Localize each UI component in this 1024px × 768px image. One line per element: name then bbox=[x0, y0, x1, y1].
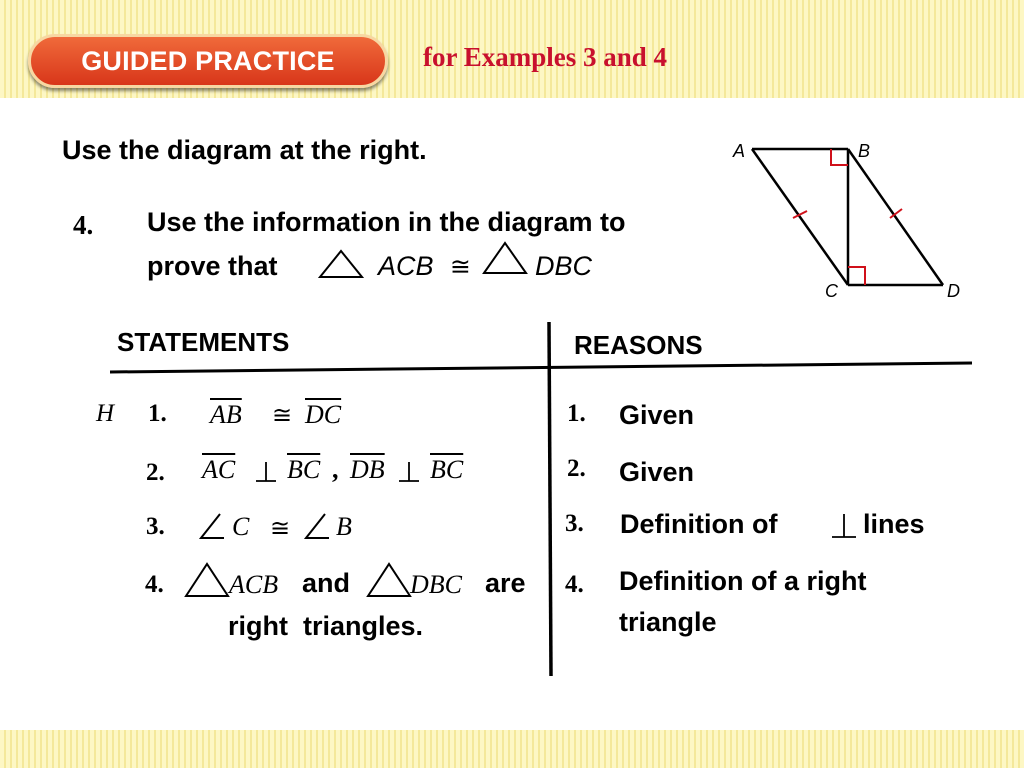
hypothesis-marker: H bbox=[96, 400, 115, 427]
intro-text: Use the diagram at the right. bbox=[62, 135, 427, 165]
angle-c-label: C bbox=[232, 512, 250, 541]
problem-tri1: ACB bbox=[378, 251, 434, 281]
problem-number: 4. bbox=[73, 210, 94, 240]
congruent-symbol: ≅ bbox=[272, 401, 293, 429]
segment-ac: $\overline{AC}$ bbox=[202, 455, 236, 484]
reason-1-text: Given bbox=[619, 400, 695, 430]
segment-bc: $\overline{BC}$ bbox=[287, 455, 321, 484]
angle-b-label: B bbox=[336, 512, 352, 541]
comma: , bbox=[332, 455, 339, 484]
congruent-symbol: ≅ bbox=[270, 514, 291, 542]
problem-tri2: DBC bbox=[535, 251, 593, 281]
statements-header: STATEMENTS bbox=[117, 327, 290, 357]
reason-4-line2: triangle bbox=[619, 607, 717, 637]
angle-icon bbox=[198, 511, 226, 541]
perpendicular-icon bbox=[830, 512, 858, 540]
perpendicular-icon bbox=[397, 460, 421, 484]
statement-3-number: 3. bbox=[146, 513, 165, 540]
segment-db: $\overline{DB}$ bbox=[350, 455, 385, 484]
header-subtitle: for Examples 3 and 4 bbox=[423, 42, 668, 72]
reason-1-number: 1. bbox=[567, 400, 586, 427]
congruent-symbol: ≅ bbox=[450, 252, 471, 281]
triangle-icon bbox=[184, 562, 230, 598]
triangle-dbc-label: DBC bbox=[410, 570, 462, 599]
reason-4-line1: Definition of a right bbox=[619, 566, 867, 596]
label-d: D bbox=[947, 281, 960, 301]
reason-3-text-a: Definition of bbox=[620, 509, 778, 539]
badge-label: GUIDED PRACTICE bbox=[81, 45, 335, 76]
triangle-acb-label: ACB bbox=[229, 570, 279, 599]
statement-1-number: 1. bbox=[148, 400, 167, 427]
statement-4-number: 4. bbox=[145, 571, 164, 598]
segment-dc: $\overline{DC}$ bbox=[305, 400, 342, 429]
statement-4-line2: right triangles. bbox=[228, 611, 424, 641]
statement-2-number: 2. bbox=[146, 459, 165, 486]
label-b: B bbox=[858, 141, 871, 161]
are-text: are bbox=[485, 568, 526, 598]
reason-3-text-b: lines bbox=[863, 509, 925, 539]
reason-4-number: 4. bbox=[565, 571, 584, 598]
triangle-icon bbox=[366, 562, 412, 598]
segment-ab: $\overline{AB}$ bbox=[210, 400, 242, 429]
segment-bc: $\overline{BC}$ bbox=[430, 455, 464, 484]
perpendicular-icon bbox=[254, 460, 278, 484]
label-c: C bbox=[825, 281, 838, 301]
problem-line1: Use the information in the diagram to bbox=[147, 207, 626, 237]
and-text: and bbox=[302, 568, 351, 598]
label-a: A bbox=[733, 141, 746, 161]
reason-3-number: 3. bbox=[565, 510, 584, 537]
reason-2-text: Given bbox=[619, 457, 695, 487]
reasons-header: REASONS bbox=[574, 330, 703, 360]
angle-icon bbox=[303, 511, 331, 541]
footer-band bbox=[0, 730, 1024, 768]
reason-2-number: 2. bbox=[567, 455, 586, 482]
problem-line2-prefix: prove that bbox=[147, 251, 278, 281]
